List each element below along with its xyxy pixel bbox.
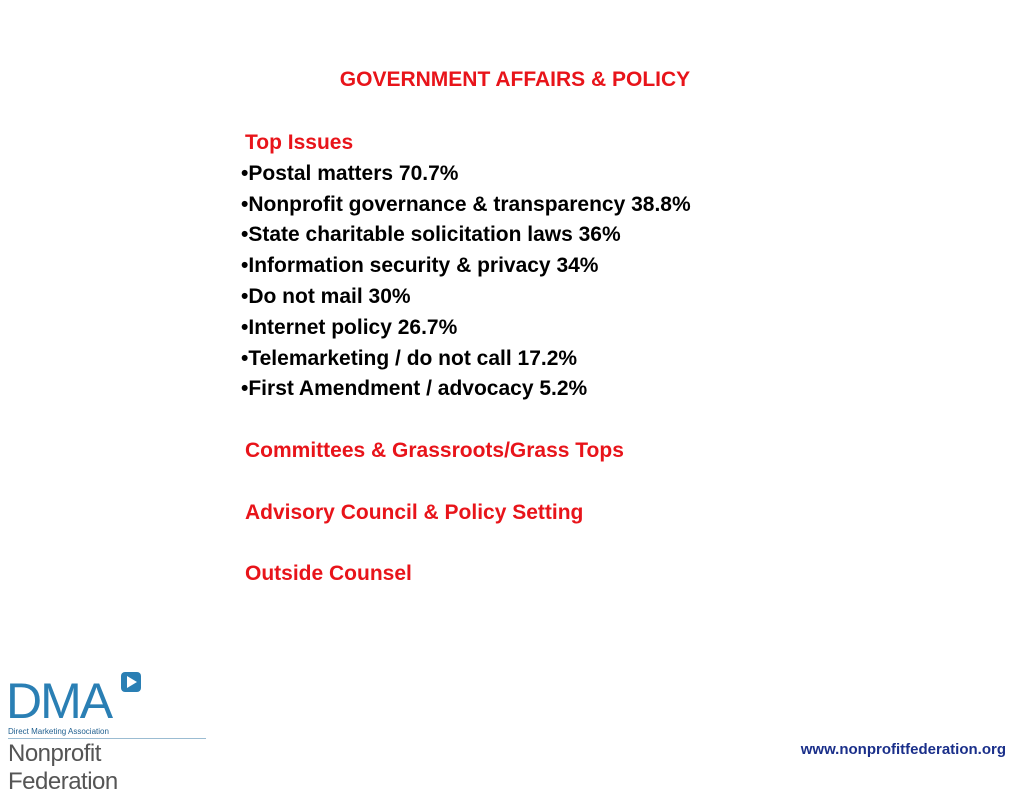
issue-list-item bbox=[241, 251, 691, 282]
issue-text: Internet policy 26.7% bbox=[248, 315, 458, 339]
issue-text: Telemarketing / do not call 17.2% bbox=[248, 346, 578, 370]
bullet-icon: • bbox=[241, 315, 249, 339]
logo-wordmark: DMA bbox=[6, 673, 112, 729]
section-heading-committees: Committees & Grassroots/Grass Tops bbox=[245, 438, 624, 462]
slide-title: GOVERNMENT AFFAIRS & POLICY bbox=[339, 68, 691, 91]
dma-nonprofit-federation-logo bbox=[6, 672, 216, 795]
spacer bbox=[245, 405, 691, 436]
logo-divider bbox=[8, 738, 206, 739]
slide-content bbox=[241, 128, 691, 590]
issue-text: First Amendment / advocacy 5.2% bbox=[248, 377, 588, 401]
section-heading-outside-counsel: Outside Counsel bbox=[245, 562, 412, 586]
website-url: www.nonprofitfederation.org bbox=[800, 741, 1006, 758]
logo-organization-name: Nonprofit Federation bbox=[8, 740, 118, 795]
issue-text: Nonprofit governance & transparency 38.8% bbox=[248, 192, 691, 216]
issue-list-item bbox=[241, 313, 691, 344]
bullet-icon: • bbox=[241, 284, 249, 308]
bullet-icon: • bbox=[241, 223, 249, 247]
bullet-icon: • bbox=[241, 377, 249, 401]
bullet-icon: • bbox=[241, 192, 249, 216]
spacer bbox=[245, 467, 691, 498]
top-issues-heading: Top Issues bbox=[245, 131, 354, 154]
logo-tagline: Direct Marketing Association bbox=[8, 727, 109, 736]
bullet-icon: • bbox=[241, 254, 249, 278]
play-triangle-icon bbox=[121, 672, 141, 692]
section-heading-advisory-council: Advisory Council & Policy Setting bbox=[245, 500, 584, 524]
issue-list-item bbox=[241, 159, 691, 190]
issue-list-item bbox=[241, 282, 691, 313]
issue-text: Information security & privacy 34% bbox=[248, 254, 599, 278]
issue-text: Do not mail 30% bbox=[248, 284, 411, 308]
bullet-icon: • bbox=[241, 346, 249, 370]
spacer bbox=[245, 528, 691, 559]
issue-text: State charitable solicitation laws 36% bbox=[248, 223, 621, 247]
issue-text: Postal matters 70.7% bbox=[248, 161, 459, 185]
issue-list-item bbox=[241, 344, 691, 375]
issue-list-item bbox=[241, 220, 691, 251]
issue-list-item bbox=[241, 374, 691, 405]
issue-list-item bbox=[241, 190, 691, 221]
bullet-icon: • bbox=[241, 161, 249, 185]
